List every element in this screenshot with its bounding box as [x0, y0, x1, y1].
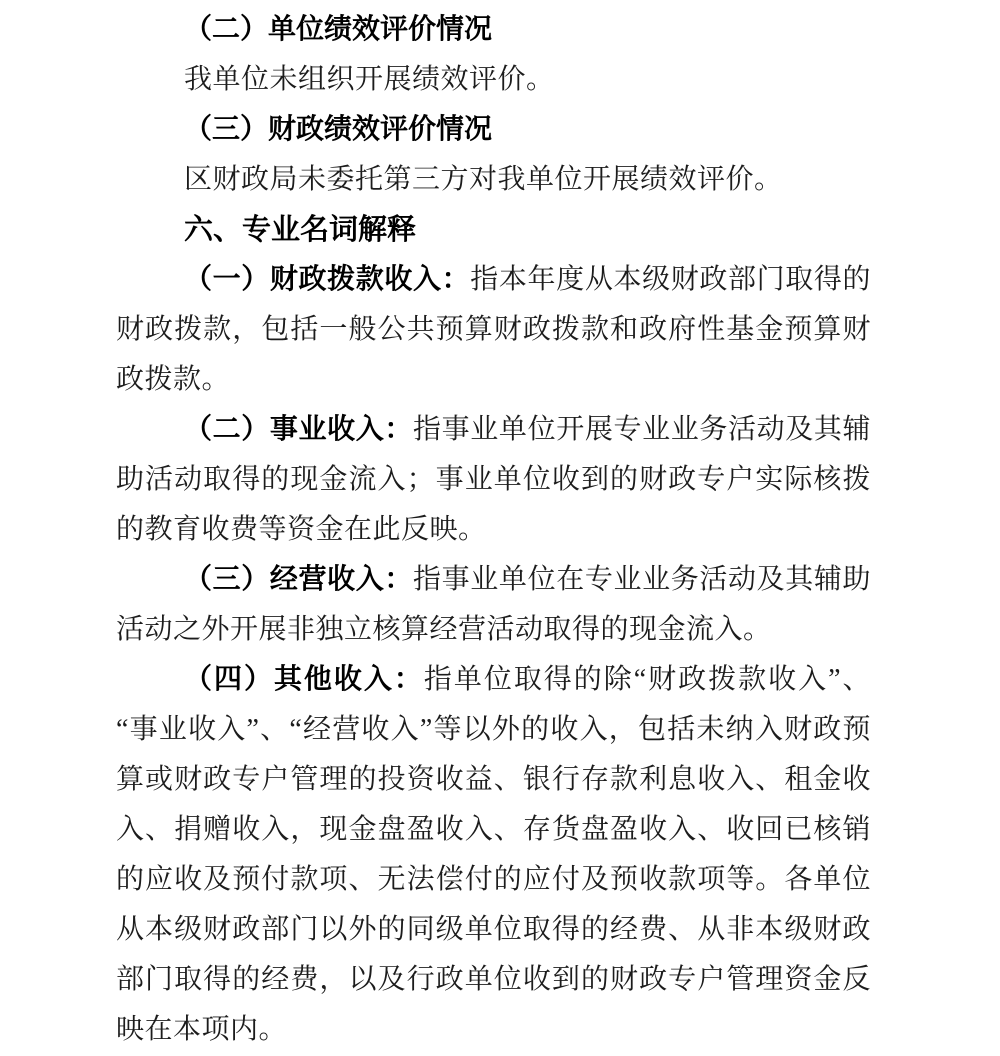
- body-paragraph: [116, 255, 871, 405]
- paragraph-text: 指单位取得的除“财政拨款收入”、“事业收入”、“经营收入”等以外的收入，包括未纳入财政预算或财政专户管理的投资收益、银行存款利息收入、租金收入、捐赠收入，现金盘盈收入、存货盘盈收入、收回已核销的应收及预付款项、无法偿付的应付及预收款项等。各单位从本级财政部门以外的同级单位取得的经费、从非本级财政部门取得的经费，以及行政单位收到的财政专户管理资金反映在本项内。: [116, 664, 871, 1045]
- section-heading: 六、专业名词解释: [184, 214, 417, 246]
- paragraph-text: 区财政局未委托第三方对我单位开展绩效评价。: [184, 164, 783, 195]
- paragraph-lead-term: （三）经营收入：: [184, 564, 414, 595]
- body-paragraph: [116, 405, 871, 555]
- paragraph-text: 指本年度从本级财政部门取得的财政拨款，包括一般公共预算财政拨款和政府性基金预算财政拨款。: [116, 264, 871, 395]
- paragraph-lead-term: （二）事业收入：: [184, 414, 414, 445]
- body-paragraph: [116, 55, 871, 105]
- paragraph-text: 指事业单位在专业业务活动及其辅助活动之外开展非独立核算经营活动取得的现金流入。: [116, 564, 871, 645]
- paragraph-text: 指事业单位开展专业业务活动及其辅助活动取得的现金流入；事业单位收到的财政专户实际核拨的教育收费等资金在此反映。: [116, 414, 871, 545]
- paragraph-lead-term: （一）财政拨款收入：: [184, 264, 471, 295]
- paragraph-lead-term: （四）其他收入：: [184, 664, 424, 695]
- section-subheading: （三）财政绩效评价情况: [184, 114, 493, 145]
- body-paragraph: [116, 155, 871, 205]
- body-paragraph: [116, 555, 871, 655]
- body-paragraph: [116, 655, 871, 1055]
- paragraph-text: 我单位未组织开展绩效评价。: [184, 64, 555, 95]
- section-subheading: （二）单位绩效评价情况: [184, 14, 493, 45]
